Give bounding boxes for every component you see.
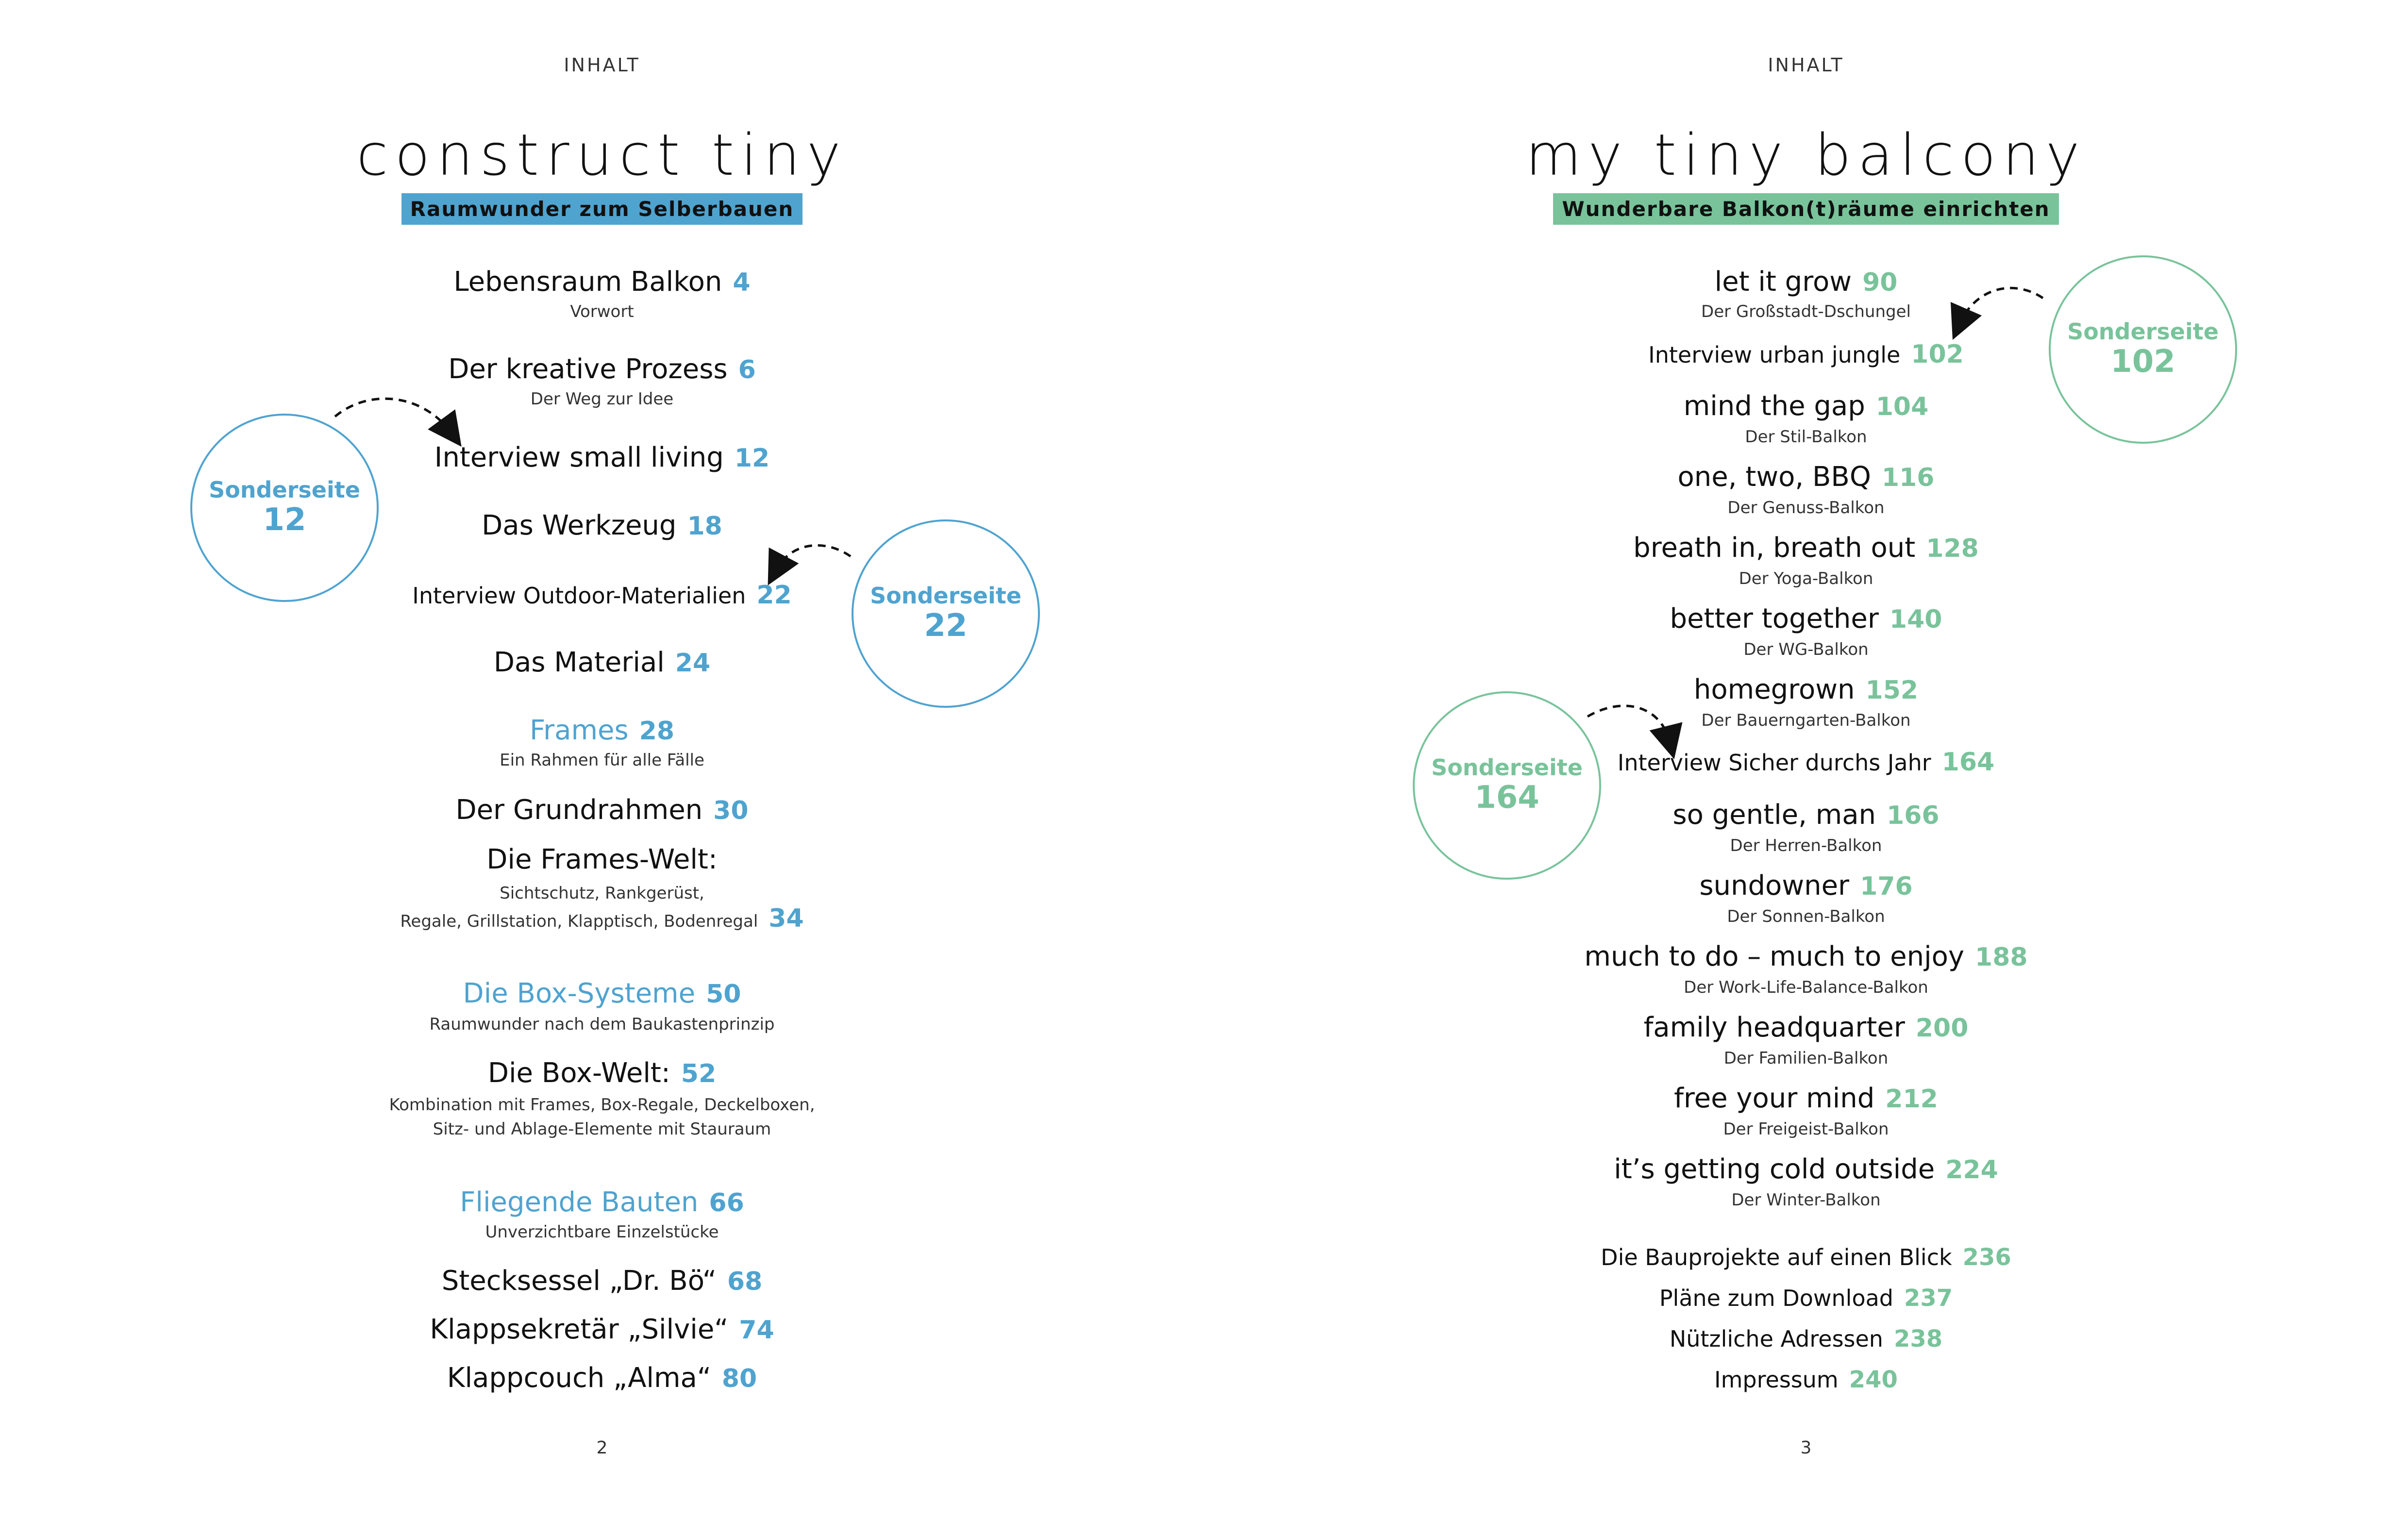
entry-page: 28	[639, 717, 675, 746]
left-title: construct tiny	[356, 121, 848, 188]
entry-detail-line-with-page: Regale, Grillstation, Klapptisch, Bodenregal 34	[400, 904, 804, 933]
entry-subtitle: Der Bauerngarten-Balkon	[1701, 711, 1911, 730]
entry-title: Frames	[529, 715, 629, 746]
entry-title: Nützliche Adressen	[1669, 1326, 1883, 1352]
page-number: 3	[1800, 1438, 1812, 1458]
entry-subtitle: Ein Rahmen für alle Fälle	[500, 751, 704, 770]
entry-subtitle: Unverzichtbare Einzelstücke	[485, 1222, 719, 1242]
entry-page: 12	[734, 444, 770, 473]
entry-page: 18	[687, 512, 722, 541]
entry-detail-line: Sitz- und Ablage-Elemente mit Stauraum	[433, 1119, 771, 1139]
entry-page: 6	[738, 355, 756, 384]
right-subtitle: Wunderbare Balkon(t)räume einrichten	[1553, 193, 2058, 225]
entry-subtitle: Der Winter-Balkon	[1731, 1190, 1881, 1210]
entry-title: one, two, BBQ	[1677, 461, 1871, 493]
entry-page: 50	[706, 980, 741, 1009]
entry-page: 22	[756, 581, 792, 610]
entry-page: 68	[727, 1267, 763, 1296]
entry-title: it’s getting cold outside	[1614, 1153, 1935, 1185]
entry-subtitle: Der Sonnen-Balkon	[1727, 907, 1885, 926]
entry-page: 152	[1865, 676, 1919, 705]
left-header: INHALT	[564, 54, 640, 76]
entry-detail-line: Kombination mit Frames, Box-Regale, Deckelboxen,	[389, 1095, 815, 1115]
entry-page: 52	[681, 1059, 717, 1088]
right-page	[1204, 0, 2408, 1519]
entry-page: 102	[1911, 340, 1964, 369]
entry-title: breath in, breath out	[1633, 532, 1916, 564]
entry-page: 128	[1926, 534, 1979, 563]
entry-page: 116	[1881, 463, 1935, 492]
entry-subtitle: Vorwort	[570, 302, 634, 321]
entry-subtitle: Der Freigeist-Balkon	[1723, 1119, 1889, 1139]
entry-subtitle: Der WG-Balkon	[1743, 640, 1869, 659]
entry-subtitle: Der Großstadt-Dschungel	[1701, 302, 1911, 321]
entry-title: Fliegende Bauten	[460, 1186, 699, 1218]
entry-title: Klappsekretär „Silvie“	[430, 1314, 729, 1345]
entry-title: much to do – much to enjoy	[1584, 941, 1965, 972]
entry-title: homegrown	[1693, 674, 1855, 705]
entry-title: Stecksessel „Dr. Bö“	[441, 1265, 717, 1297]
entry-page: 24	[675, 649, 711, 678]
entry-detail-line: Sichtschutz, Rankgerüst,	[500, 884, 704, 903]
entry-title: Pläne zum Download	[1659, 1285, 1893, 1311]
entry-subtitle: Der Herren-Balkon	[1730, 836, 1882, 855]
entry-title: family headquarter	[1643, 1012, 1905, 1043]
sonderseite-callout[interactable]: Sonderseite 22	[852, 519, 1040, 708]
entry-title: sundowner	[1699, 870, 1850, 901]
entry-subtitle: Der Familien-Balkon	[1723, 1049, 1889, 1068]
entry-title: Das Material	[493, 647, 665, 678]
entry-page: 212	[1885, 1085, 1938, 1114]
entry-title: mind the gap	[1683, 390, 1865, 422]
entry-title: Lebensraum Balkon	[453, 266, 722, 298]
sonderseite-callout[interactable]: Sonderseite 102	[2049, 255, 2237, 444]
entry-page: 66	[709, 1188, 744, 1218]
entry-title: Impressum	[1714, 1367, 1839, 1393]
entry-subtitle: Der Yoga-Balkon	[1739, 569, 1873, 588]
sonderseite-callout[interactable]: Sonderseite 12	[190, 414, 379, 602]
entry-page: 224	[1945, 1155, 1998, 1185]
entry-page: 164	[1941, 748, 1995, 777]
entry-title: let it grow	[1714, 266, 1852, 298]
entry-title: Die Box-Systeme	[463, 978, 696, 1009]
entry-page: 140	[1889, 605, 1942, 634]
entry-title: Die Bauprojekte auf einen Blick	[1601, 1244, 1952, 1270]
entry-page: 30	[713, 796, 749, 825]
entry-page: 188	[1975, 943, 2028, 972]
entry-title: Interview urban jungle	[1648, 342, 1901, 368]
left-subtitle: Raumwunder zum Selberbauen	[401, 193, 803, 225]
entry-subtitle: Der Work-Life-Balance-Balkon	[1684, 978, 1928, 997]
entry-page: 237	[1904, 1285, 1953, 1312]
entry-page: 176	[1860, 872, 1913, 901]
entry-subtitle: Der Stil-Balkon	[1745, 427, 1867, 447]
right-title: my tiny balcony	[1525, 121, 2087, 188]
entry-page: 240	[1849, 1366, 1898, 1393]
entry-title: Die Box-Welt:	[487, 1057, 670, 1089]
entry-page: 80	[721, 1364, 757, 1393]
entry-page: 166	[1887, 801, 1940, 830]
entry-page: 104	[1875, 392, 1929, 421]
entry-title: so gentle, man	[1672, 799, 1876, 831]
entry-title: Interview small living	[434, 442, 724, 473]
entry-title: Das Werkzeug	[482, 510, 677, 541]
entry-subtitle: Der Weg zur Idee	[530, 389, 674, 409]
entry-title: Der Grundrahmen	[455, 794, 703, 826]
entry-subtitle: Der Genuss-Balkon	[1727, 498, 1885, 517]
entry-page: 238	[1893, 1325, 1943, 1352]
right-header: INHALT	[1768, 54, 1844, 76]
entry-title: Klappcouch „Alma“	[447, 1362, 711, 1394]
entry-title: better together	[1670, 603, 1879, 634]
entry-title: Der kreative Prozess	[448, 353, 728, 385]
dashed-arrow-icon	[1204, 0, 2408, 1519]
page-number: 2	[596, 1438, 608, 1458]
entry-subtitle: Raumwunder nach dem Baukastenprinzip	[429, 1015, 775, 1034]
entry-page: 4	[733, 268, 751, 297]
entry-page: 236	[1962, 1244, 2011, 1271]
entry-title: Interview Sicher durchs Jahr	[1617, 750, 1931, 776]
entry-page: 200	[1915, 1014, 1969, 1043]
entry-title: Interview Outdoor-Materialien	[412, 583, 746, 609]
sonderseite-callout[interactable]: Sonderseite 164	[1413, 691, 1601, 880]
entry-page: 74	[739, 1316, 774, 1345]
entry-page: 34	[769, 904, 804, 933]
entry-page: 90	[1862, 268, 1898, 297]
entry-title: free your mind	[1674, 1083, 1875, 1114]
entry-title: Die Frames-Welt:	[486, 844, 718, 875]
